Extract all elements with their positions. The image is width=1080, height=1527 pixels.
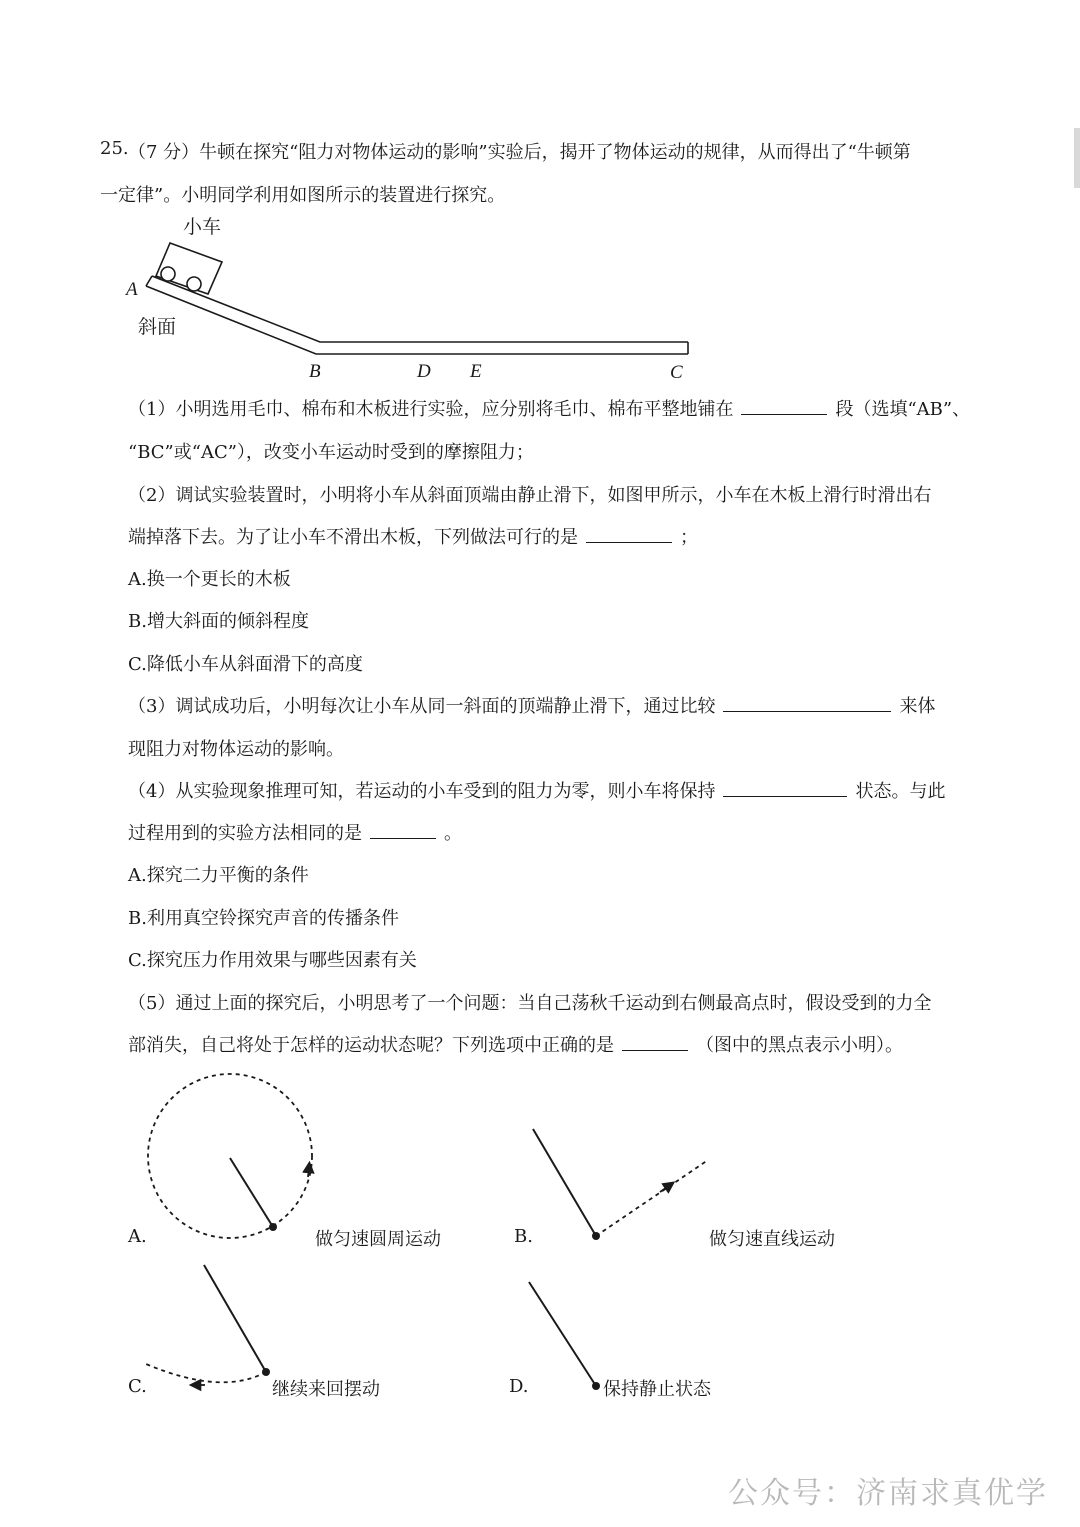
q4-line2-text: 过程用到的实验方法相同的是 [128,823,362,844]
choice-b-diagram [533,1129,708,1240]
choice-d-rope [529,1282,596,1386]
q5-line2-text: 部消失，自己将处于怎样的运动状态呢？下列选项中正确的是 [128,1035,614,1056]
q5-line2-tail: （图中的黑点表示小明）。 [696,1035,903,1056]
choice-b-caption: 做匀速直线运动 [709,1229,835,1250]
choice-a-arrow [308,1167,309,1177]
question-stem-line2: 一定律”。小明同学利用如图所示的装置进行探究。 [100,185,506,206]
slope-label: 斜面 [138,316,177,338]
choice-d-letter: D. [509,1376,529,1397]
choice-b-arrow [660,1185,670,1192]
q3-line2: 现阻力对物体运动的影响。 [128,739,344,760]
q3-line1-tail: 来体 [899,696,936,717]
point-d-label: D [417,361,431,382]
choice-c-rope [204,1265,266,1372]
question-stem-line1: （7 分）牛顿在探究“阻力对物体运动的影响”实验后，揭开了物体运动的规律，从而得出了“牛顿第 [128,142,911,163]
q2-line2-text: 端掉落下去。为了让小车不滑出木板，下列做法可行的是 [128,527,578,548]
q3-line1-text: （3）调试成功后，小明每次让小车从同一斜面的顶端静止滑下，通过比较 [128,696,716,717]
watermark-text: 公众号：济南求真优学 [728,1476,1048,1511]
q2-option-a: A.换一个更长的木板 [128,569,291,590]
choice-d-dot [592,1382,600,1390]
q1-line1-tail: 段（选填“AB”、 [835,399,971,420]
car-label: 小车 [183,216,222,238]
q4-line1-tail: 状态。与此 [855,781,946,802]
point-c-label: C [670,362,683,383]
choice-c-letter: C. [128,1376,147,1397]
choice-a-circle-path [148,1074,312,1238]
choice-d-caption: 保持静止状态 [603,1379,711,1400]
point-b-label: B [309,361,321,382]
choice-c-caption: 继续来回摆动 [272,1379,380,1400]
choice-c-diagram [146,1265,270,1385]
q2-line1: （2）调试实验装置时，小明将小车从斜面顶端由静止滑下，如图甲所示，小车在木板上滑行时滑出右 [128,485,932,506]
q2-option-c: C.降低小车从斜面滑下的高度 [128,654,363,675]
choice-a-caption: 做匀速圆周运动 [315,1229,441,1250]
question-number: 25. [100,138,129,159]
point-a-label: A [126,279,138,300]
q1-line2: “BC”或“AC”），改变小车运动时受到的摩擦阻力； [128,442,534,463]
q4-option-b: B.利用真空铃探究声音的传播条件 [128,908,399,929]
q4-option-c: C.探究压力作用效果与哪些因素有关 [128,950,417,971]
choice-b-letter: B. [514,1226,533,1247]
q2-option-b: B.增大斜面的倾斜程度 [128,611,309,632]
q4-line2-tail: 。 [444,823,462,844]
choice-b-dashed-path [596,1160,708,1236]
q1-line1-text: （1）小明选用毛巾、棉布和木板进行实验，应分别将毛巾、棉布平整地铺在 [128,399,734,420]
choice-a-letter: A. [128,1226,147,1247]
choice-b-rope [533,1129,596,1236]
q5-line1: （5）通过上面的探究后，小明思考了一个问题：当自己荡秋千运动到右侧最高点时，假设受到的力全 [128,993,932,1014]
choice-a-dot [269,1223,277,1231]
q4-option-a: A.探究二力平衡的条件 [128,865,309,886]
choice-d-diagram [529,1282,600,1390]
q2-line2-tail: ； [680,527,698,548]
choice-c-dashed-arc [146,1364,266,1382]
choice-a-rope [230,1158,273,1227]
point-e-label: E [470,361,482,382]
q4-line1-text: （4）从实验现象推理可知，若运动的小车受到的阻力为零，则小车将保持 [128,781,716,802]
choice-a-diagram [148,1074,312,1238]
